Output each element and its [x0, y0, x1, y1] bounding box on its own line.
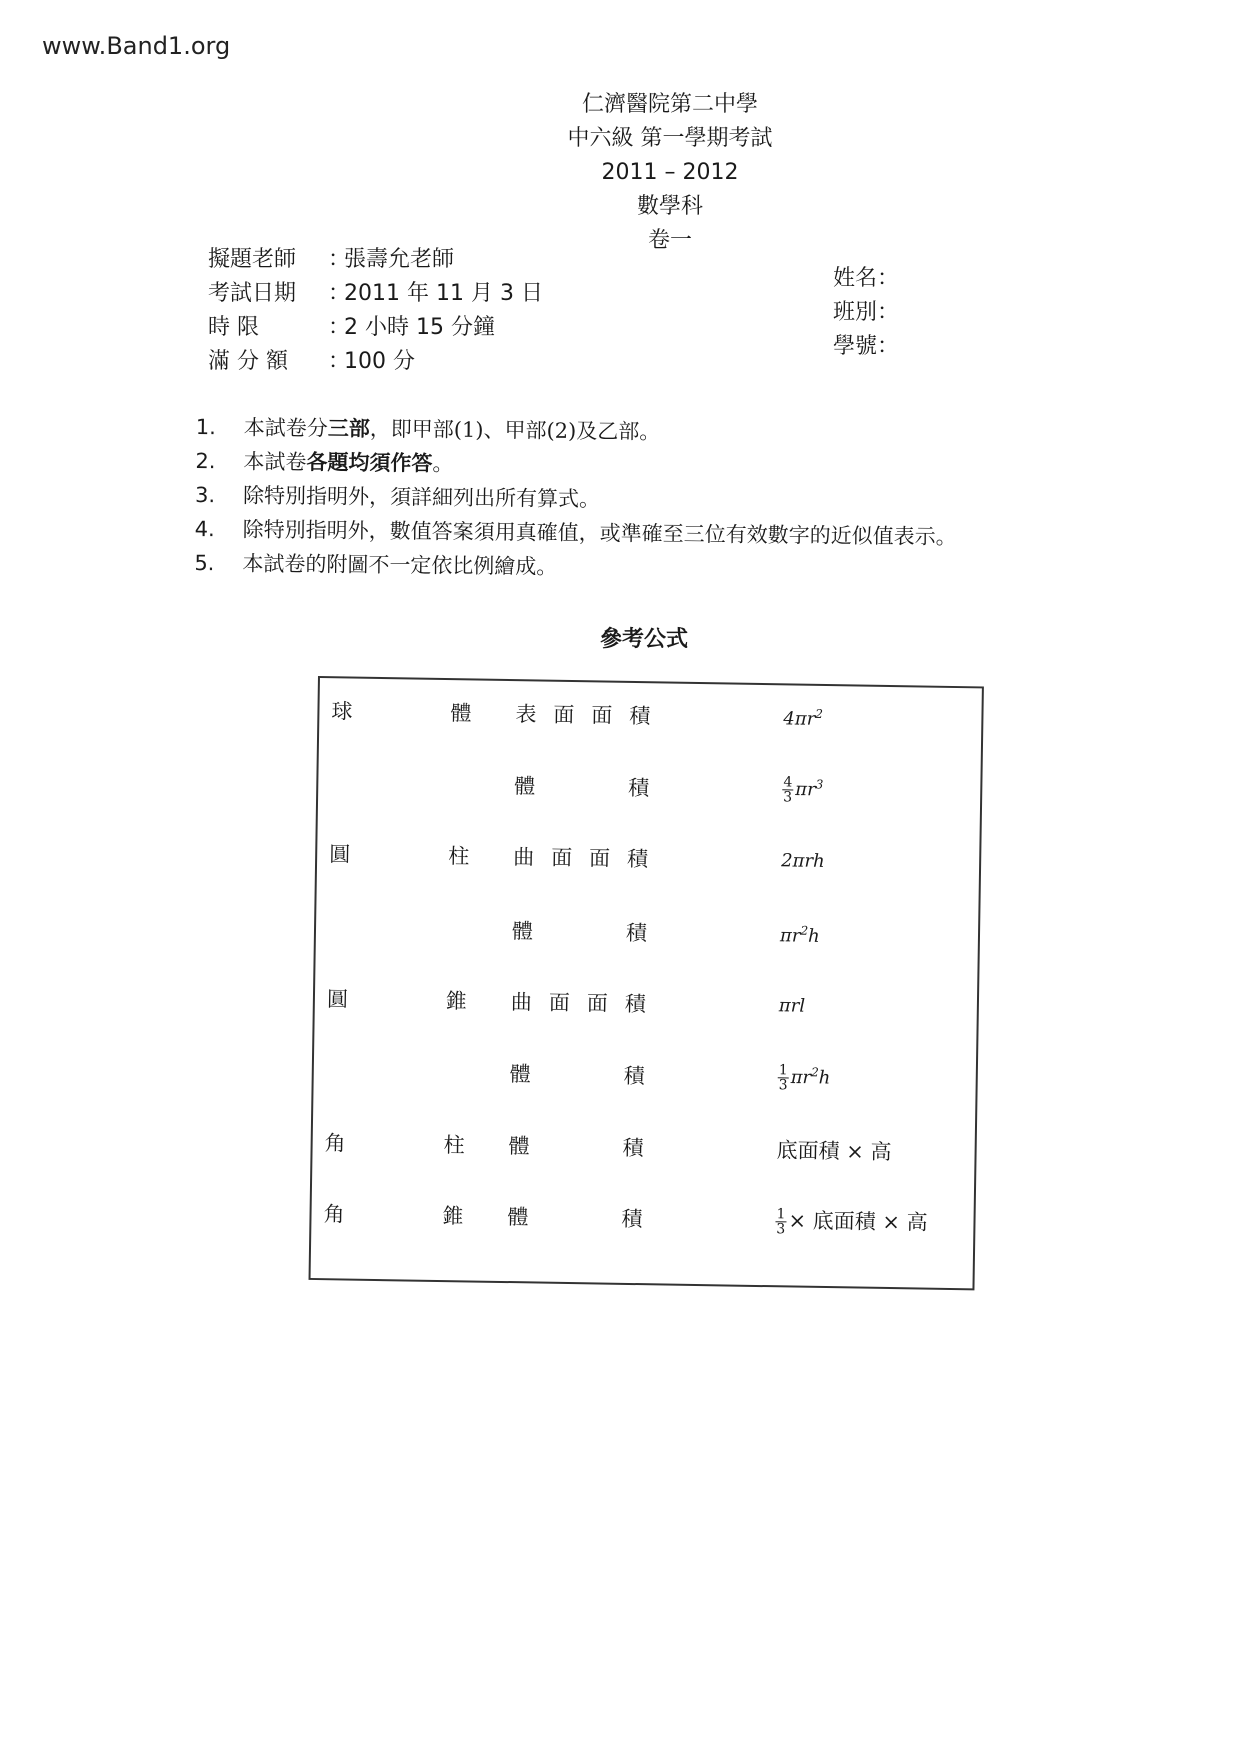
paper-name: 卷一	[647, 228, 692, 253]
info-row-full-marks: 滿 分 額 ： 100 分	[208, 345, 543, 379]
rule-emphasis: 各題均須作答	[306, 449, 433, 476]
formula-pi: π	[790, 1066, 803, 1088]
rule-text: 本試卷	[243, 449, 307, 475]
formula-cylinder-volume	[780, 923, 820, 947]
measure-char: 面	[586, 991, 609, 1016]
measure-char: 體	[509, 1062, 531, 1087]
info-label: 滿 分 額	[208, 349, 288, 374]
measure-char: 體	[514, 774, 536, 799]
info-label: 時 限	[208, 315, 259, 340]
formula-exp: 2	[811, 1064, 819, 1079]
measure-char: 積	[626, 846, 649, 872]
shape-char: 球	[331, 699, 353, 724]
formula-cone-area: πrl	[778, 994, 806, 1017]
fraction-numerator: 1	[776, 1206, 786, 1223]
site-url: www.Band1.org	[42, 32, 231, 60]
formula-cone-volume	[778, 1063, 831, 1093]
formula-exp: 2	[800, 923, 809, 938]
measure-char: 曲	[510, 990, 533, 1015]
measure-char: 積	[621, 1206, 643, 1232]
rule-text: 本試卷的附圖不一定依比例繪成。	[242, 551, 558, 579]
formula-text: × 底面積 × 高	[788, 1208, 928, 1235]
shape-char: 圓	[326, 987, 349, 1012]
fraction-numerator: 1	[778, 1061, 788, 1078]
measure-char: 體	[511, 919, 534, 944]
rule-number: 4.	[194, 516, 215, 542]
fraction-denominator: 3	[776, 1221, 786, 1238]
formula-var: h	[807, 925, 820, 947]
info-value: 2 小時 15 分鐘	[344, 315, 495, 340]
formula-pi: π	[795, 778, 808, 800]
formula-exp: 2	[815, 706, 824, 721]
shape-char: 體	[450, 701, 472, 726]
school-name: 仁濟醫院第二中學	[581, 92, 758, 117]
info-value: 100 分	[344, 349, 415, 374]
measure-char: 積	[624, 991, 647, 1017]
exam-info	[208, 243, 543, 379]
formula-var: r	[791, 924, 801, 947]
measure-char: 積	[629, 703, 651, 729]
shape-char: 角	[323, 1202, 345, 1227]
exam-header	[470, 88, 870, 258]
formula-pi: π	[779, 924, 792, 946]
exam-name: 中六級 第一學期考試	[567, 126, 773, 151]
fraction-numerator: 4	[783, 773, 793, 790]
formula-pyramid-volume	[775, 1204, 928, 1238]
shape-char: 柱	[443, 1133, 465, 1158]
rule-text: 本試卷分	[243, 415, 328, 441]
formula-exp: 3	[815, 776, 824, 791]
formula-row	[316, 907, 979, 957]
formula-row	[317, 833, 980, 883]
measure-char: 體	[507, 1205, 529, 1230]
rule-text: 。	[432, 451, 454, 476]
formula-row	[311, 1193, 974, 1243]
fraction	[778, 1063, 789, 1092]
measure-char: 面	[548, 990, 571, 1015]
measure-char: 積	[623, 1063, 645, 1089]
measure-char: 積	[628, 775, 650, 801]
fraction-denominator: 3	[783, 788, 793, 805]
rule-emphasis: 三部	[327, 415, 370, 441]
rule-text: ，即甲部(1)、甲部(2)及乙部。	[369, 416, 661, 444]
info-value: 2011 年 11 月 3 日	[344, 281, 543, 306]
formula-sphere-area	[783, 706, 823, 730]
exam-rules	[194, 410, 958, 588]
formula-sphere-volume	[782, 775, 823, 805]
formula-table	[309, 676, 984, 1290]
fraction	[775, 1207, 786, 1236]
info-value: 張壽允老師	[344, 247, 455, 272]
measure-char: 曲	[512, 845, 535, 870]
number-field-label: 學號：	[833, 334, 900, 359]
shape-char: 錐	[442, 1204, 464, 1229]
formula-pi: π	[794, 707, 807, 730]
formula-var: h	[818, 1066, 831, 1089]
formula-prism-volume: 底面積 × 高	[776, 1138, 892, 1165]
subject-name: 數學科	[636, 194, 703, 219]
info-row-time-limit: 時 限 ： 2 小時 15 分鐘	[208, 311, 543, 345]
measure-char: 面	[553, 702, 575, 728]
formula-row	[318, 762, 981, 812]
formula-row	[312, 1122, 975, 1172]
rule-number: 2.	[195, 448, 216, 474]
shape-char: 圓	[329, 842, 351, 867]
rule-number: 3.	[194, 482, 216, 508]
info-row-setter: 擬題老師 ： 張壽允老師	[208, 243, 543, 277]
fraction-denominator: 3	[778, 1076, 788, 1093]
shape-char: 錐	[445, 989, 468, 1014]
rule-number: 5.	[194, 550, 215, 576]
measure-char: 面	[591, 703, 613, 728]
formula-row	[313, 1050, 976, 1100]
measure-char: 面	[588, 846, 611, 871]
reference-title: 參考公式	[600, 626, 689, 652]
formula-row	[319, 690, 982, 740]
info-label: 考試日期	[208, 281, 297, 306]
shape-char: 角	[324, 1131, 346, 1156]
rule-text: 除特別指明外，須詳細列出所有算式。	[242, 483, 601, 512]
rule-number: 1.	[195, 414, 216, 440]
class-field-label: 班別：	[833, 300, 900, 325]
measure-char: 體	[508, 1134, 530, 1159]
measure-char: 表	[515, 702, 537, 727]
formula-row	[315, 978, 978, 1028]
formula-cylinder-area: 2πrh	[780, 849, 825, 872]
measure-char: 積	[622, 1135, 644, 1161]
formula-var: r	[802, 1066, 812, 1088]
formula-coef: 4	[783, 707, 796, 729]
formula-var: r	[806, 708, 816, 730]
formula-var: r	[806, 778, 816, 800]
info-row-date: 考試日期 ： 2011 年 11 月 3 日	[208, 277, 543, 311]
rule-text: 除特別指明外，數值答案須用真確值，或準確至三位有效數字的近似值表示。	[242, 517, 957, 549]
shape-char: 柱	[447, 844, 470, 869]
info-label: 擬題老師	[208, 247, 297, 272]
school-year: 2011 – 2012	[601, 160, 739, 185]
measure-char: 積	[625, 920, 648, 946]
student-fields	[833, 262, 899, 364]
measure-char: 面	[550, 845, 573, 871]
name-field-label: 姓名：	[833, 266, 900, 291]
fraction	[782, 775, 793, 804]
